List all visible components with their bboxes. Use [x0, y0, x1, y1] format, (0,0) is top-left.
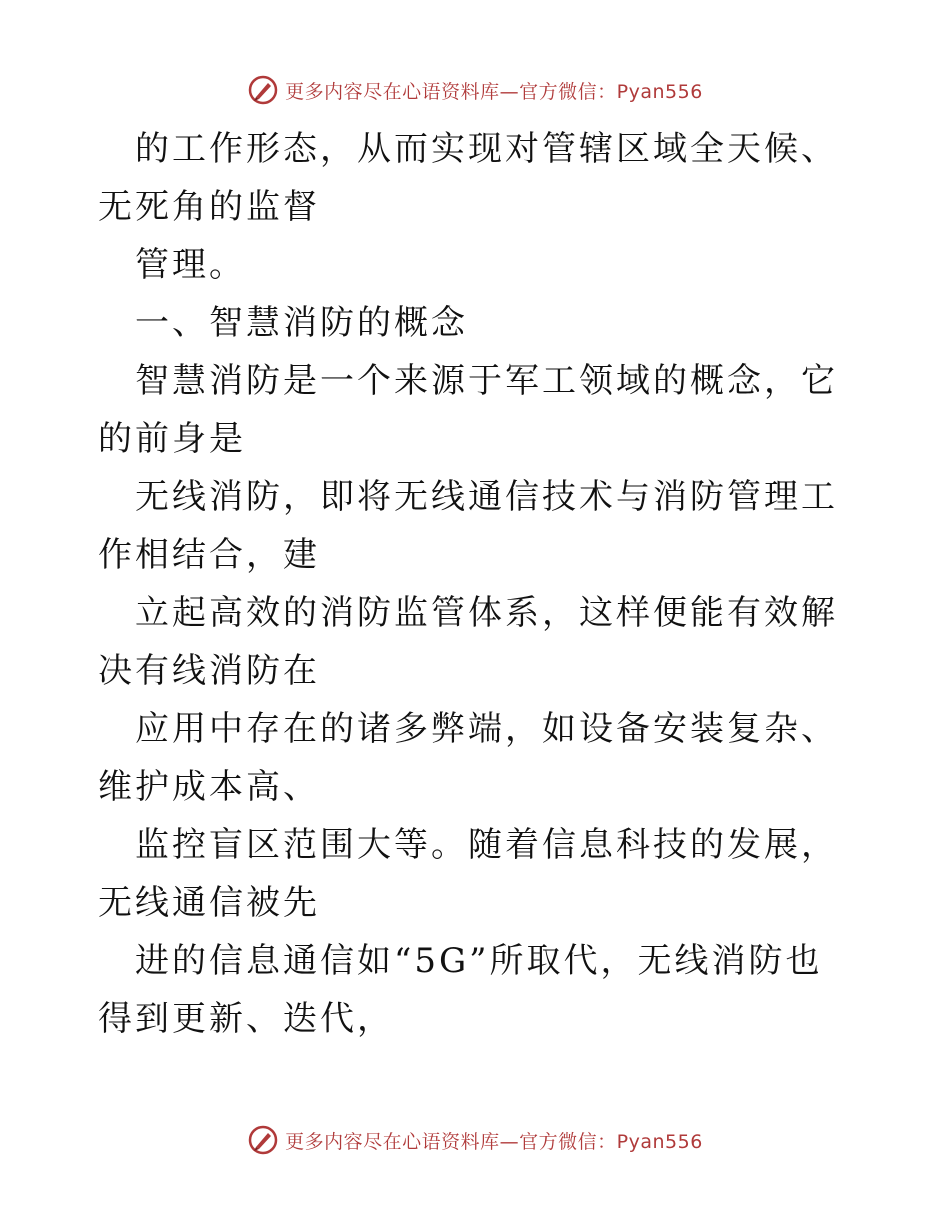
paragraph: 智慧消防是一个来源于军工领域的概念，它的前身是: [98, 361, 838, 459]
paragraph: 监控盲区范围大等。随着信息科技的发展，无线通信被先: [98, 825, 838, 923]
paragraph: 进的信息通信如“5G”所取代，无线消防也得到更新、迭代，: [98, 941, 823, 1039]
section-heading: 一、智慧消防的概念: [135, 303, 468, 343]
header-banner-text: 更多内容尽在心语资料库—官方微信：Pyan556: [285, 80, 703, 103]
footer-banner-text: 更多内容尽在心语资料库—官方微信：Pyan556: [285, 1130, 703, 1153]
paragraph: 无线消防，即将无线通信技术与消防管理工作相结合，建: [98, 477, 838, 575]
paragraph: 应用中存在的诸多弊端，如设备安装复杂、维护成本高、: [98, 709, 838, 807]
paragraph: 管理。: [135, 245, 246, 285]
pen-logo-icon: [247, 74, 279, 106]
paragraph: 的工作形态，从而实现对管辖区域全天候、无死角的监督: [98, 129, 838, 227]
document-body: [98, 120, 858, 1048]
footer-banner: [0, 1120, 950, 1160]
paragraph: 立起高效的消防监管体系，这样便能有效解决有线消防在: [98, 593, 838, 691]
pen-logo-icon: [247, 1124, 279, 1156]
header-banner: [0, 70, 950, 110]
